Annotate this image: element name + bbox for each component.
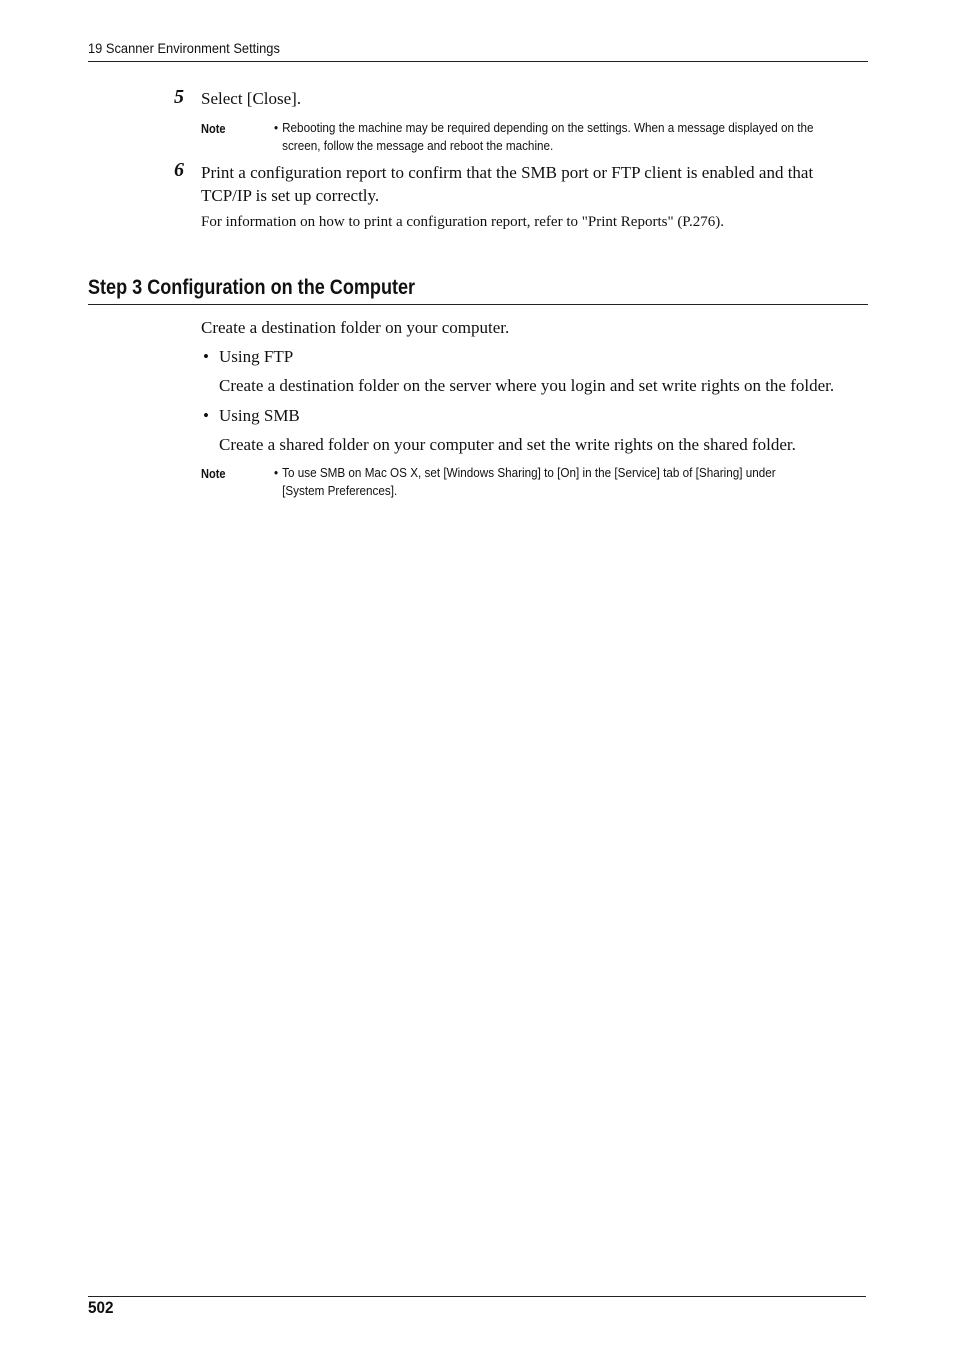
note-bullet: • — [274, 465, 279, 480]
bullet-title-ftp: Using FTP — [219, 347, 294, 366]
note-bullet: • — [274, 120, 279, 135]
running-header: 19 Scanner Environment Settings — [88, 40, 280, 56]
section-intro: Create a destination folder on your computer. — [201, 318, 510, 337]
section-heading: Step 3 Configuration on the Computer — [88, 276, 416, 299]
header-rule — [88, 61, 868, 62]
note-label: Note — [201, 121, 226, 136]
section-note — [274, 464, 859, 500]
footer-rule — [88, 1296, 866, 1297]
step-number-6: 6 — [174, 159, 184, 181]
step-6-line: TCP/IP is set up correctly. — [201, 186, 380, 205]
note-line: Rebooting the machine may be required depending on the settings. When a message displayed on the — [282, 120, 814, 135]
section-rule — [88, 304, 868, 305]
note-line: [System Preferences]. — [282, 483, 398, 498]
step-6-info: For information on how to print a configuration report, refer to "Print Reports" (P.276). — [201, 214, 724, 230]
page-number: 502 — [88, 1298, 114, 1317]
bullet-marker: • — [203, 347, 209, 366]
bullet-marker: • — [203, 406, 209, 425]
step-6-line: Print a configuration report to confirm that the SMB port or FTP client is enabled and that — [201, 163, 814, 182]
step-number-5: 5 — [174, 86, 184, 108]
step-5-text: Select [Close]. — [201, 89, 302, 108]
note-line: To use SMB on Mac OS X, set [Windows Sharing] to [On] in the [Service] tab of [Sharing] under — [282, 465, 776, 480]
note-line: screen, follow the message and reboot the machine. — [282, 138, 554, 153]
step-5-note — [274, 119, 859, 155]
bullet-desc-ftp: Create a destination folder on the server where you login and set write rights on the folder. — [219, 376, 835, 395]
bullet-desc-smb: Create a shared folder on your computer and set the write rights on the shared folder. — [219, 435, 796, 454]
bullet-title-smb: Using SMB — [219, 406, 300, 425]
note-label: Note — [201, 466, 226, 481]
step-6-text — [201, 161, 881, 207]
